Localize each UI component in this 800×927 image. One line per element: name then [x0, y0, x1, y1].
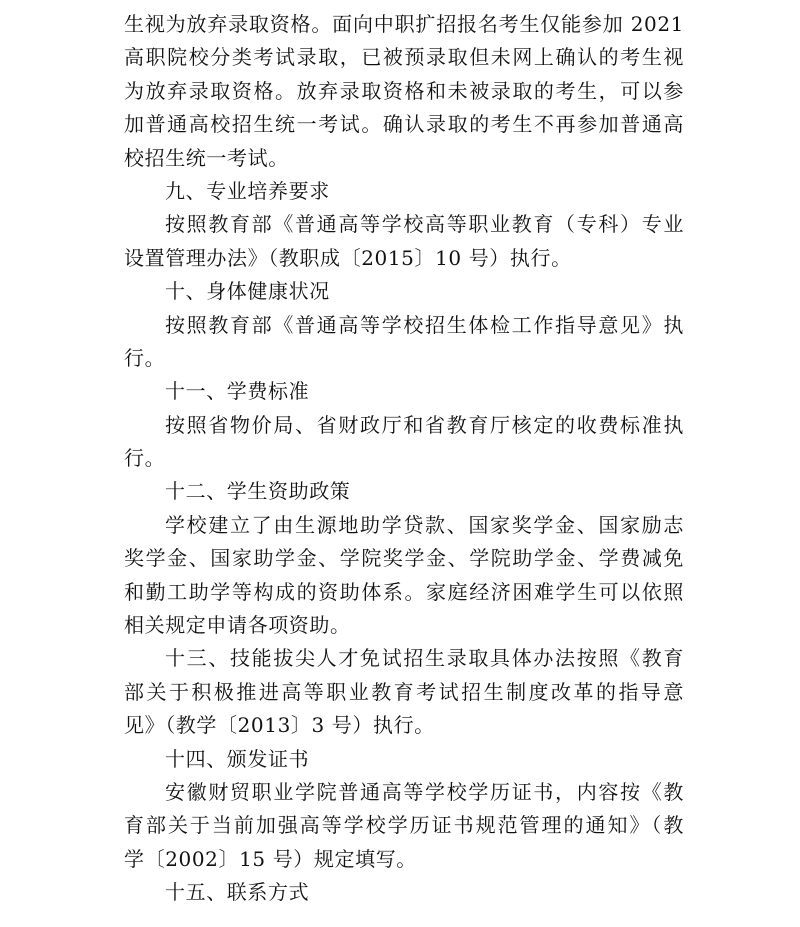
text-line: 奖学金、国家助学金、学院奖学金、学院助学金、学费减免 — [124, 546, 684, 571]
section-heading: 十、身体健康状况 — [165, 279, 330, 304]
text-line: 加普通高校招生统一考试。确认录取的考生不再参加普通高 — [124, 112, 684, 137]
section-heading: 十五、联系方式 — [165, 880, 310, 905]
text-line: 按照省物价局、省财政厅和省教育厅核定的收费标准执 — [165, 412, 684, 437]
text-line: 部关于积极推进高等职业教育考试招生制度改革的指导意 — [124, 679, 684, 704]
section-heading: 十二、学生资助政策 — [165, 479, 351, 504]
text-line: 行。 — [124, 345, 166, 370]
text-line: 相关规定申请各项资助。 — [124, 613, 351, 638]
section-heading: 十四、颁发证书 — [165, 746, 310, 771]
section-heading: 十一、学费标准 — [165, 379, 310, 404]
text-line: 安徽财贸职业学院普通高等学校学历证书，内容按《教 — [165, 779, 684, 804]
text-line: 行。 — [124, 446, 166, 471]
text-line: 为放弃录取资格。放弃录取资格和未被录取的考生，可以参 — [124, 78, 684, 103]
document-page — [124, 8, 684, 910]
text-line: 校招生统一考试。 — [124, 145, 289, 170]
text-line: 见》（教学〔2013〕3 号）执行。 — [124, 713, 435, 738]
section-heading: 九、专业培养要求 — [165, 178, 330, 203]
text-line: 学校建立了由生源地助学贷款、国家奖学金、国家励志 — [165, 512, 684, 537]
text-line: 育部关于当前加强高等学校学历证书规范管理的通知》（教 — [124, 813, 684, 838]
text-line: 十三、技能拔尖人才免试招生录取具体办法按照《教育 — [165, 646, 684, 671]
text-line: 按照教育部《普通高等学校招生体检工作指导意见》执 — [165, 312, 684, 337]
text-line: 高职院校分类考试录取，已被预录取但未网上确认的考生视 — [124, 45, 684, 70]
text-line: 设置管理办法》（教职成〔2015〕10 号）执行。 — [124, 245, 572, 270]
text-line: 按照教育部《普通高等学校高等职业教育（专科）专业 — [165, 212, 684, 237]
text-line: 学〔2002〕15 号）规定填写。 — [124, 846, 417, 871]
text-line: 生视为放弃录取资格。面向中职扩招报名考生仅能参加 2021 — [124, 12, 684, 36]
text-line: 和勤工助学等构成的资助体系。家庭经济困难学生可以依照 — [124, 579, 684, 604]
